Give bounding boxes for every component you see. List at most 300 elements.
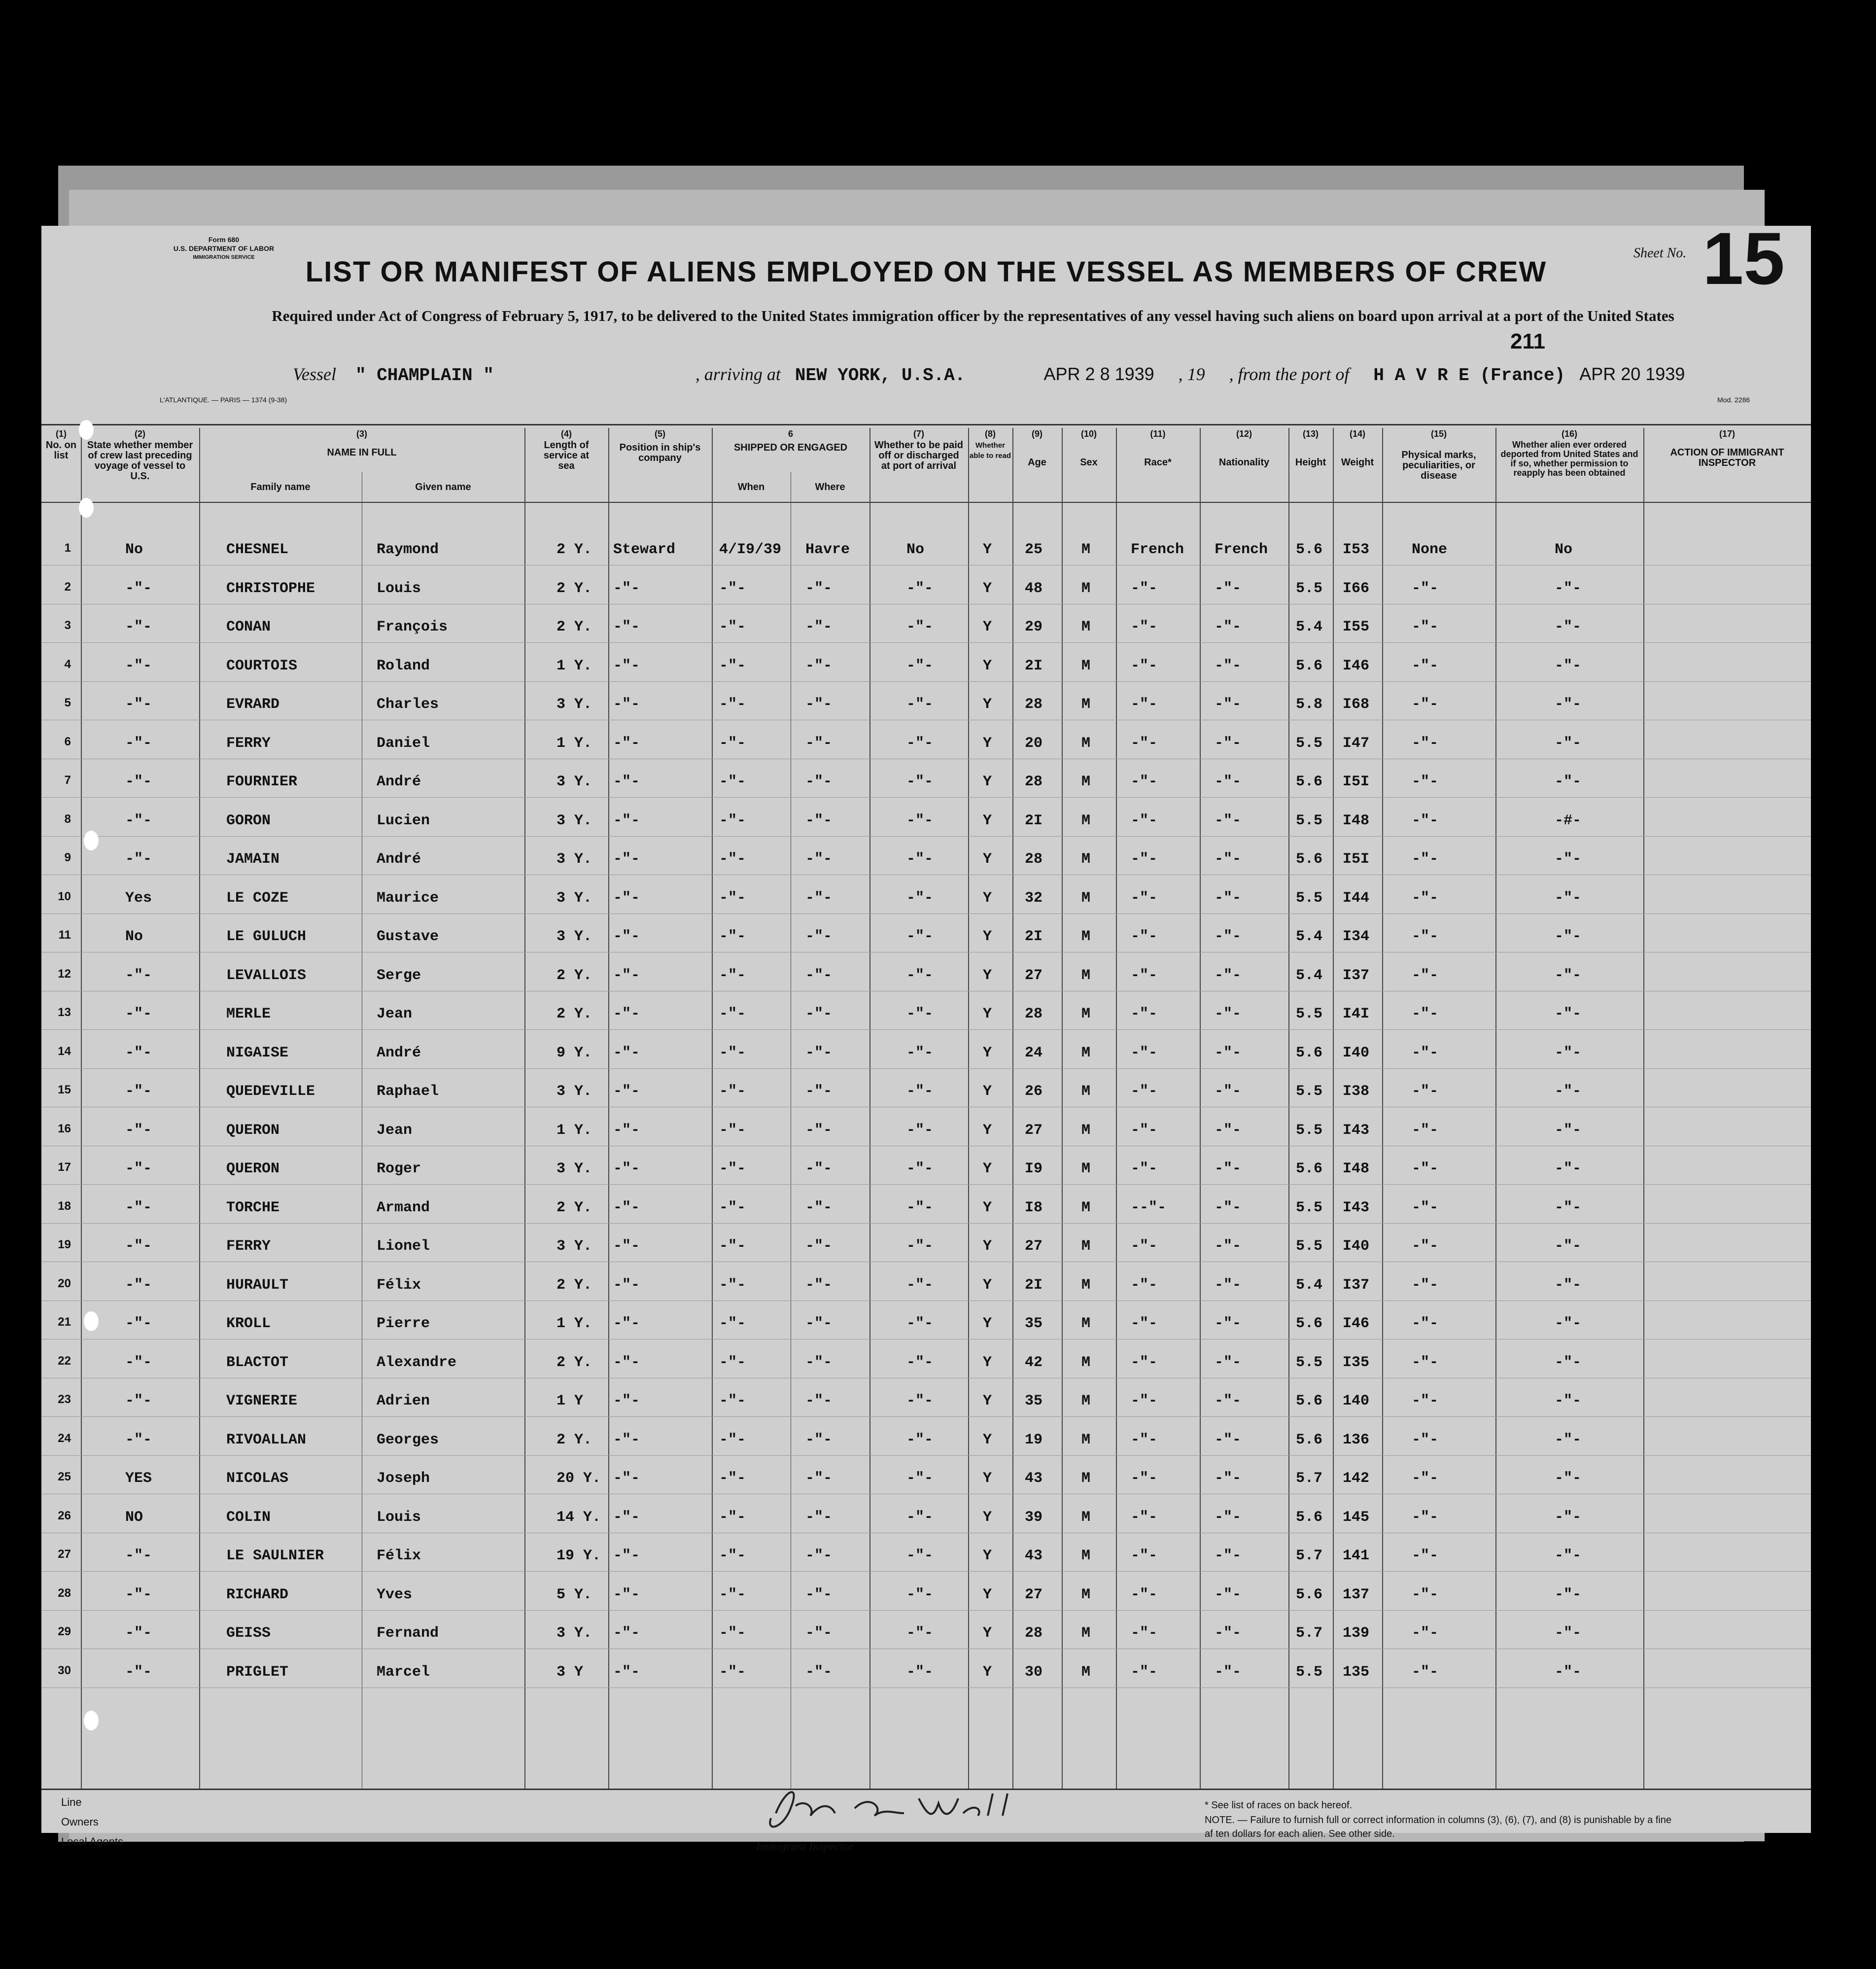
row-when: 4/I9/39	[719, 541, 782, 558]
row-where: -"-	[805, 619, 833, 635]
row-age: 2I	[1025, 1277, 1043, 1294]
row-height: 5.6	[1296, 1045, 1323, 1061]
inspector-signature	[756, 1779, 1077, 1838]
row-given: Raphael	[377, 1083, 439, 1100]
row-service: 1 Y.	[556, 658, 592, 674]
col6-num: 6	[788, 429, 793, 439]
row-paid: -"-	[906, 580, 934, 597]
row-read: Y	[983, 1277, 992, 1294]
row-deported: -"-	[1555, 735, 1582, 752]
row-position: -"-	[613, 890, 640, 907]
row-marks: -"-	[1412, 1509, 1439, 1526]
row-weight: 140	[1343, 1393, 1370, 1409]
row-family: KROLL	[226, 1315, 271, 1332]
row-sex: M	[1081, 1625, 1091, 1642]
sheet-total: 211	[1510, 329, 1545, 353]
row-sex: M	[1081, 1432, 1091, 1448]
row-age: 29	[1025, 619, 1043, 635]
col12-head: Nationality	[1218, 457, 1270, 468]
row-prev: -"-	[125, 851, 152, 868]
row-read: Y	[983, 1238, 992, 1255]
row-marks: -"-	[1412, 774, 1439, 790]
row-paid: -"-	[906, 1083, 934, 1100]
row-weight: I68	[1343, 696, 1370, 713]
row-weight: I43	[1343, 1122, 1370, 1139]
row-where: -"-	[805, 1586, 833, 1603]
row-when: -"-	[719, 735, 746, 752]
row-marks: -"-	[1412, 1315, 1439, 1332]
row-no: 28	[58, 1586, 71, 1600]
row-deported: -"-	[1555, 580, 1582, 597]
row-when: -"-	[719, 1664, 746, 1681]
row-sex: M	[1081, 1277, 1091, 1294]
row-marks: -"-	[1412, 928, 1439, 945]
row-deported: -"-	[1555, 1277, 1582, 1294]
row-weight: I38	[1343, 1083, 1370, 1100]
row-where: -"-	[805, 1547, 833, 1564]
row-when: -"-	[719, 928, 746, 945]
vessel-name: " CHAMPLAIN "	[355, 365, 494, 386]
row-deported: -"-	[1555, 890, 1582, 907]
row-paid: No	[906, 541, 925, 558]
row-family: LE GULUCH	[226, 928, 307, 945]
row-read: Y	[983, 619, 992, 635]
row-height: 5.7	[1296, 1547, 1323, 1564]
row-sex: M	[1081, 1122, 1091, 1139]
row-marks: -"-	[1412, 1547, 1439, 1564]
row-sex: M	[1081, 1509, 1091, 1526]
row-position: -"-	[613, 1199, 640, 1216]
row-weight: I55	[1343, 619, 1370, 635]
row-height: 5.5	[1296, 1006, 1323, 1022]
row-weight: 141	[1343, 1547, 1370, 1564]
row-height: 5.5	[1296, 1083, 1323, 1100]
row-no: 17	[58, 1160, 71, 1174]
row-race: -"-	[1131, 1277, 1158, 1294]
row-weight: I34	[1343, 928, 1370, 945]
row-sex: M	[1081, 1199, 1091, 1216]
row-age: 32	[1025, 890, 1043, 907]
row-weight: 135	[1343, 1664, 1370, 1681]
row-race: -"-	[1131, 1238, 1158, 1255]
row-service: 2 Y.	[556, 1006, 592, 1022]
row-prev: -"-	[125, 1160, 152, 1177]
col6-where-head: Where	[815, 482, 845, 492]
row-prev: -"-	[125, 735, 152, 752]
row-when: -"-	[719, 1083, 746, 1100]
row-where: -"-	[805, 696, 833, 713]
row-deported: -"-	[1555, 1664, 1582, 1681]
row-prev: -"-	[125, 1238, 152, 1255]
row-family: LE COZE	[226, 890, 289, 907]
row-age: 28	[1025, 696, 1043, 713]
row-given: Gustave	[377, 928, 439, 945]
row-nat: -"-	[1215, 812, 1242, 829]
row-position: -"-	[613, 1547, 640, 1564]
col-divider	[968, 428, 969, 1789]
row-paid: -"-	[906, 890, 934, 907]
row-when: -"-	[719, 696, 746, 713]
page-subtitle: Required under Act of Congress of February 5, 1917, to be delivered to the United States immigration officer by the representatives of any vessel having such aliens on board upon arrival at a port of the United States	[272, 307, 1674, 324]
row-marks: -"-	[1412, 1277, 1439, 1294]
row-given: Jean	[377, 1006, 413, 1022]
row-marks: None	[1412, 541, 1448, 558]
row-deported: -"-	[1555, 1238, 1582, 1255]
row-sex: M	[1081, 928, 1091, 945]
row-race: -"-	[1131, 851, 1158, 868]
col3-head: NAME IN FULL	[327, 447, 397, 458]
row-rule	[41, 1571, 1811, 1572]
row-service: 3 Y	[556, 1664, 584, 1681]
col16-num: (16)	[1561, 429, 1577, 439]
col7-head: Whether to be paid off or discharged at port of arrival	[874, 440, 963, 471]
row-sex: M	[1081, 851, 1091, 868]
row-age: 28	[1025, 1625, 1043, 1642]
row-where: -"-	[805, 1238, 833, 1255]
row-height: 5.4	[1296, 619, 1323, 635]
row-race: -"-	[1131, 1664, 1158, 1681]
row-when: -"-	[719, 1547, 746, 1564]
row-sex: M	[1081, 1083, 1091, 1100]
arriving-port: NEW YORK, U.S.A.	[795, 365, 966, 386]
row-rule	[41, 1184, 1811, 1185]
row-height: 5.5	[1296, 890, 1323, 907]
row-where: -"-	[805, 1509, 833, 1526]
row-read: Y	[983, 967, 992, 984]
row-deported: -"-	[1555, 1045, 1582, 1061]
row-prev: -"-	[125, 580, 152, 597]
row-rule	[41, 642, 1811, 643]
row-race: -"-	[1131, 1083, 1158, 1100]
row-family: JAMAIN	[226, 851, 280, 868]
row-weight: I46	[1343, 1315, 1370, 1332]
row-when: -"-	[719, 1238, 746, 1255]
vessel-label: Vessel	[293, 364, 336, 384]
row-when: -"-	[719, 658, 746, 674]
col11-num: (11)	[1150, 429, 1166, 439]
row-when: -"-	[719, 1625, 746, 1642]
row-read: Y	[983, 1199, 992, 1216]
row-position: Steward	[613, 541, 676, 558]
row-when: -"-	[719, 1470, 746, 1487]
row-no: 15	[58, 1083, 71, 1096]
row-height: 5.5	[1296, 580, 1323, 597]
row-nat: -"-	[1215, 1045, 1242, 1061]
row-prev: No	[125, 541, 143, 558]
row-position: -"-	[613, 1586, 640, 1603]
row-prev: -"-	[125, 1277, 152, 1294]
row-weight: I47	[1343, 735, 1370, 752]
page-title: LIST OR MANIFEST OF ALIENS EMPLOYED ON THE VESSEL AS MEMBERS OF CREW	[305, 256, 1547, 288]
row-service: 3 Y.	[556, 1238, 592, 1255]
row-nat: -"-	[1215, 1315, 1242, 1332]
footer-line-label: Line	[61, 1796, 82, 1808]
row-prev: -"-	[125, 696, 152, 713]
row-weight: I43	[1343, 1199, 1370, 1216]
row-marks: -"-	[1412, 851, 1439, 868]
row-family: GEISS	[226, 1625, 271, 1642]
row-where: -"-	[805, 1045, 833, 1061]
row-service: 14 Y.	[556, 1509, 601, 1526]
row-nat: -"-	[1215, 1470, 1242, 1487]
col-divider	[524, 428, 525, 1789]
row-given: Armand	[377, 1199, 430, 1216]
from-label: , from the port of	[1229, 364, 1350, 384]
row-deported: -"-	[1555, 967, 1582, 984]
row-marks: -"-	[1412, 967, 1439, 984]
row-deported: -"-	[1555, 1006, 1582, 1022]
row-service: 3 Y.	[556, 696, 592, 713]
row-nat: -"-	[1215, 1122, 1242, 1139]
row-height: 5.6	[1296, 1586, 1323, 1603]
row-prev: -"-	[125, 774, 152, 790]
col3-family-head: Family name	[250, 482, 311, 492]
row-family: TORCHE	[226, 1199, 280, 1216]
row-height: 5.6	[1296, 1432, 1323, 1448]
row-rule	[41, 1416, 1811, 1417]
row-prev: -"-	[125, 619, 152, 635]
row-weight: I44	[1343, 890, 1370, 907]
row-when: -"-	[719, 1199, 746, 1216]
row-height: 5.4	[1296, 967, 1323, 984]
row-read: Y	[983, 541, 992, 558]
row-sex: M	[1081, 1393, 1091, 1409]
row-family: QUERON	[226, 1122, 280, 1139]
row-paid: -"-	[906, 1006, 934, 1022]
row-no: 12	[58, 967, 71, 981]
row-position: -"-	[613, 928, 640, 945]
row-where: -"-	[805, 812, 833, 829]
row-paid: -"-	[906, 658, 934, 674]
row-prev: YES	[125, 1470, 152, 1487]
row-deported: -"-	[1555, 851, 1582, 868]
row-service: 2 Y.	[556, 967, 592, 984]
row-position: -"-	[613, 1625, 640, 1642]
row-read: Y	[983, 928, 992, 945]
row-position: -"-	[613, 580, 640, 597]
row-paid: -"-	[906, 1625, 934, 1642]
row-no: 21	[58, 1315, 71, 1329]
row-height: 5.5	[1296, 735, 1323, 752]
row-position: -"-	[613, 1122, 640, 1139]
col6-when-head: When	[737, 482, 765, 492]
col10-num: (10)	[1080, 429, 1097, 439]
col5-head: Position in ship's company	[619, 442, 701, 463]
row-position: -"-	[613, 1432, 640, 1448]
year-label: , 19	[1178, 364, 1205, 384]
row-deported: -"-	[1555, 1122, 1582, 1139]
row-where: -"-	[805, 580, 833, 597]
row-age: 28	[1025, 851, 1043, 868]
row-age: 39	[1025, 1509, 1043, 1526]
col-divider	[1643, 428, 1644, 1789]
row-service: 3 Y.	[556, 890, 592, 907]
row-prev: -"-	[125, 1664, 152, 1681]
row-position: -"-	[613, 812, 640, 829]
row-position: -"-	[613, 1045, 640, 1061]
row-read: Y	[983, 890, 992, 907]
row-deported: -"-	[1555, 658, 1582, 674]
row-marks: -"-	[1412, 1664, 1439, 1681]
row-prev: -"-	[125, 1586, 152, 1603]
row-no: 4	[64, 658, 71, 671]
row-sex: M	[1081, 580, 1091, 597]
col14-num: (14)	[1349, 429, 1365, 439]
row-race: -"-	[1131, 812, 1158, 829]
row-given: Charles	[377, 696, 439, 713]
row-prev: -"-	[125, 967, 152, 984]
col4-num: (4)	[561, 429, 572, 439]
row-sex: M	[1081, 1315, 1091, 1332]
punch-hole	[84, 1711, 99, 1730]
row-sex: M	[1081, 1160, 1091, 1177]
service: IMMIGRATION SERVICE	[193, 254, 255, 260]
row-height: 5.6	[1296, 1509, 1323, 1526]
row-weight: 137	[1343, 1586, 1370, 1603]
row-given: Alexandre	[377, 1354, 457, 1371]
col-divider	[199, 428, 200, 1789]
row-nat: -"-	[1215, 1354, 1242, 1371]
row-deported: -"-	[1555, 1199, 1582, 1216]
row-race: -"-	[1131, 1547, 1158, 1564]
row-paid: -"-	[906, 774, 934, 790]
row-family: EVRARD	[226, 696, 280, 713]
row-deported: -"-	[1555, 696, 1582, 713]
row-where: Havre	[805, 541, 850, 558]
row-read: Y	[983, 580, 992, 597]
row-sex: M	[1081, 1006, 1091, 1022]
row-service: 9 Y.	[556, 1045, 592, 1061]
row-family: GORON	[226, 812, 271, 829]
row-given: Roland	[377, 658, 430, 674]
row-weight: 142	[1343, 1470, 1370, 1487]
row-weight: I35	[1343, 1354, 1370, 1371]
row-prev: -"-	[125, 1432, 152, 1448]
row-height: 5.6	[1296, 1393, 1323, 1409]
punch-hole	[79, 498, 94, 518]
row-deported: -"-	[1555, 1393, 1582, 1409]
row-position: -"-	[613, 658, 640, 674]
row-family: CHESNEL	[226, 541, 289, 558]
row-where: -"-	[805, 890, 833, 907]
row-marks: -"-	[1412, 1625, 1439, 1642]
row-read: Y	[983, 1122, 992, 1139]
row-when: -"-	[719, 1006, 746, 1022]
row-sex: M	[1081, 1354, 1091, 1371]
row-marks: -"-	[1412, 1238, 1439, 1255]
row-rule	[41, 1068, 1811, 1069]
row-paid: -"-	[906, 1122, 934, 1139]
row-read: Y	[983, 851, 992, 868]
row-paid: -"-	[906, 1586, 934, 1603]
col-divider	[1288, 428, 1289, 1789]
row-prev: Yes	[125, 890, 152, 907]
row-marks: -"-	[1412, 1432, 1439, 1448]
row-family: QUERON	[226, 1160, 280, 1177]
row-read: Y	[983, 1470, 992, 1487]
row-no: 23	[58, 1393, 71, 1406]
row-deported: -"-	[1555, 774, 1582, 790]
row-nat: -"-	[1215, 774, 1242, 790]
row-given: Roger	[377, 1160, 421, 1177]
row-service: 1 Y.	[556, 1122, 592, 1139]
row-height: 5.6	[1296, 1160, 1323, 1177]
manifest-page	[41, 217, 1811, 1853]
row-where: -"-	[805, 658, 833, 674]
row-family: NICOLAS	[226, 1470, 289, 1487]
row-where: -"-	[805, 1625, 833, 1642]
row-marks: -"-	[1412, 890, 1439, 907]
row-nat: -"-	[1215, 890, 1242, 907]
row-paid: -"-	[906, 812, 934, 829]
row-paid: -"-	[906, 1160, 934, 1177]
row-read: Y	[983, 774, 992, 790]
row-sex: M	[1081, 696, 1091, 713]
row-paid: -"-	[906, 735, 934, 752]
row-prev: -"-	[125, 1393, 152, 1409]
row-read: Y	[983, 1045, 992, 1061]
row-family: COLIN	[226, 1509, 271, 1526]
row-age: 43	[1025, 1547, 1043, 1564]
row-race: -"-	[1131, 1393, 1158, 1409]
row-race: -"-	[1131, 1625, 1158, 1642]
row-paid: -"-	[906, 619, 934, 635]
row-paid: -"-	[906, 1199, 934, 1216]
row-rule	[41, 1029, 1811, 1030]
row-position: -"-	[613, 1277, 640, 1294]
row-weight: I5I	[1343, 774, 1370, 790]
row-when: -"-	[719, 1122, 746, 1139]
row-service: 3 Y.	[556, 774, 592, 790]
row-deported: -"-	[1555, 1354, 1582, 1371]
row-prev: No	[125, 928, 143, 945]
row-race: -"-	[1131, 967, 1158, 984]
row-family: FERRY	[226, 1238, 271, 1255]
row-service: 1 Y	[556, 1393, 584, 1409]
row-age: 2I	[1025, 658, 1043, 674]
row-race: -"-	[1131, 1045, 1158, 1061]
col6-head: SHIPPED OR ENGAGED	[733, 442, 848, 453]
row-deported: -#-	[1555, 812, 1582, 829]
row-where: -"-	[805, 1470, 833, 1487]
row-nat: -"-	[1215, 1509, 1242, 1526]
row-deported: -"-	[1555, 1547, 1582, 1564]
row-paid: -"-	[906, 967, 934, 984]
arriving-label: , arriving at	[695, 364, 781, 384]
footer-owners-label: Owners	[61, 1816, 99, 1828]
row-prev: -"-	[125, 1122, 152, 1139]
row-rule	[41, 797, 1811, 798]
row-weight: I40	[1343, 1045, 1370, 1061]
row-nat: -"-	[1215, 1277, 1242, 1294]
row-position: -"-	[613, 735, 640, 752]
row-given: Raymond	[377, 541, 439, 558]
row-paid: -"-	[906, 1238, 934, 1255]
row-position: -"-	[613, 1160, 640, 1177]
row-when: -"-	[719, 851, 746, 868]
row-race: -"-	[1131, 1586, 1158, 1603]
row-family: CHRISTOPHE	[226, 580, 315, 597]
row-service: 3 Y.	[556, 1083, 592, 1100]
row-given: André	[377, 1045, 421, 1061]
row-no: 19	[58, 1238, 71, 1251]
row-family: MERLE	[226, 1006, 271, 1022]
department: U.S. DEPARTMENT OF LABOR	[173, 245, 275, 252]
col1-head: No. on list	[45, 440, 77, 461]
row-height: 5.7	[1296, 1625, 1323, 1642]
row-family: LE SAULNIER	[226, 1547, 324, 1564]
row-given: Marcel	[377, 1664, 430, 1681]
